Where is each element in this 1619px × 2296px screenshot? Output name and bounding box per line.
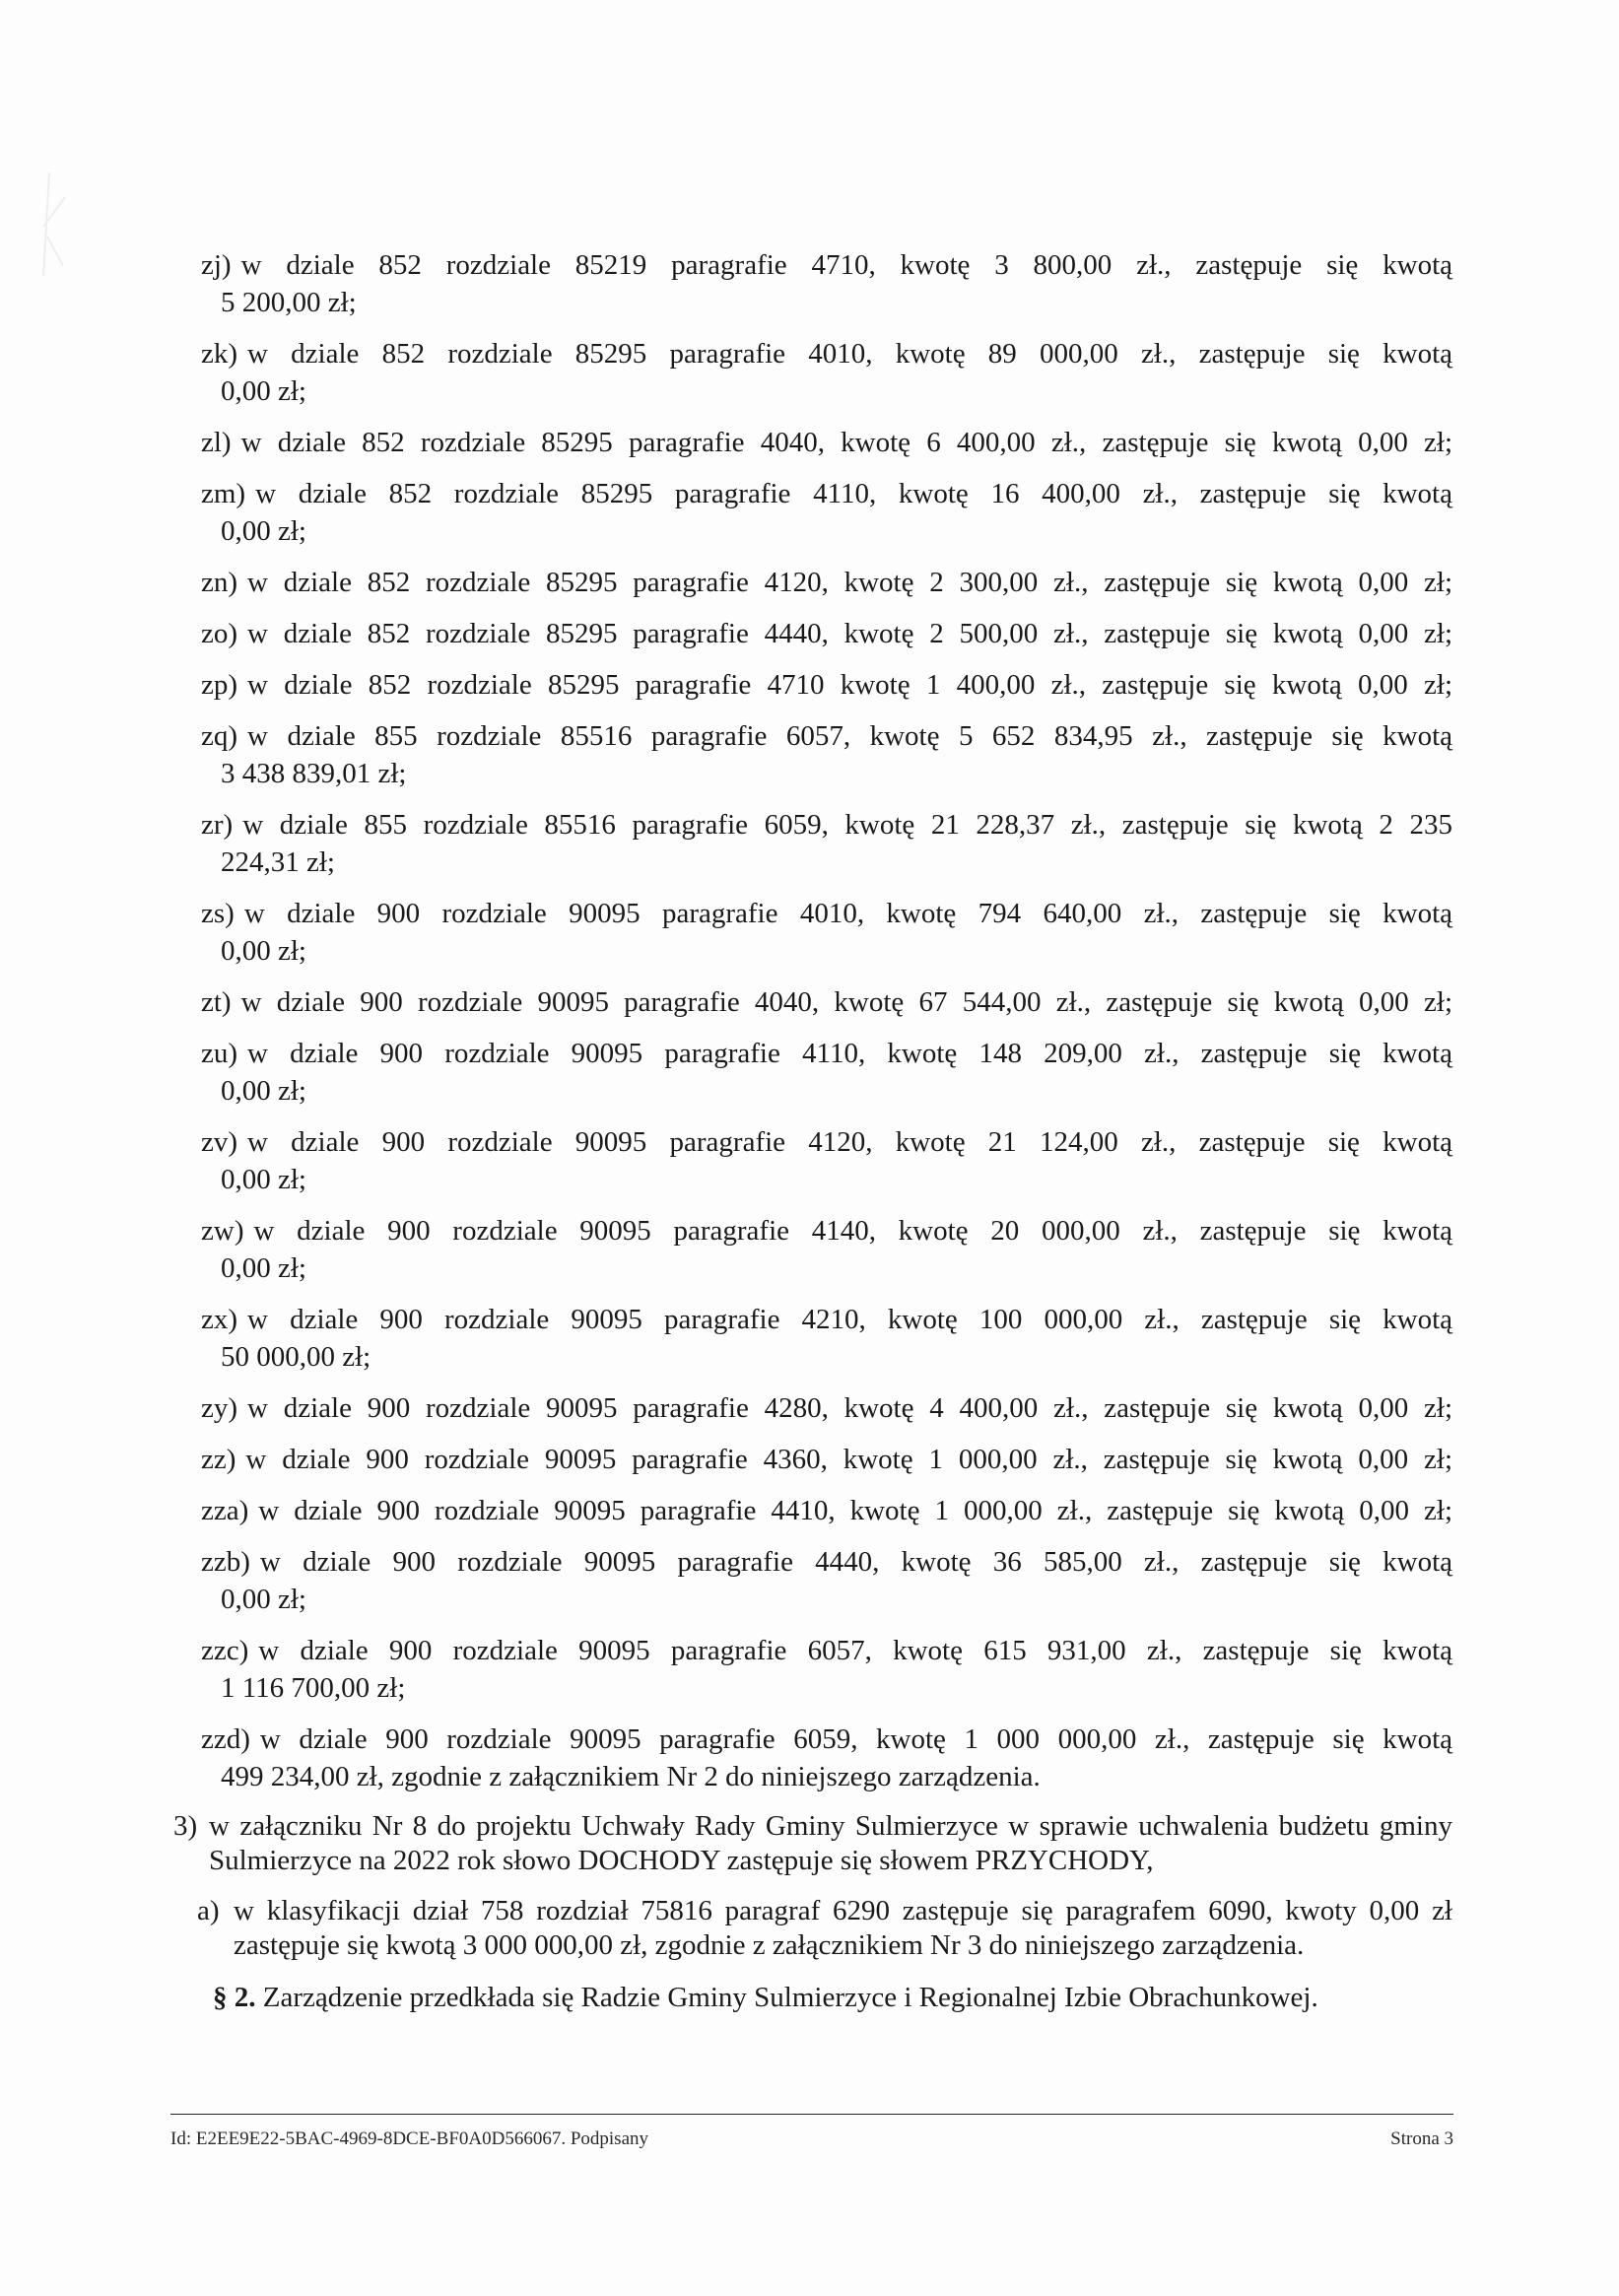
- list-item-continuation: 5 200,00 zł;: [221, 287, 357, 318]
- list-item-label: zo): [201, 618, 238, 649]
- amendment-list: [0, 246, 1619, 1795]
- list-item-line: w dziale 852 rozdziale 85295 paragrafie 4010, kwotę 89 000,00 zł., zastępuje się kwotą: [247, 338, 1452, 370]
- list-item-line: w dziale 900 rozdziale 90095 paragrafie 4280, kwotę 4 400,00 zł., zastępuje się kwotą 0,00 zł;: [247, 1392, 1452, 1424]
- list-item: [201, 983, 1452, 1021]
- list-item-line: w dziale 852 rozdziale 85219 paragrafie 4710, kwotę 3 800,00 zł., zastępuje się kwotą: [240, 249, 1452, 281]
- list-item-line: w dziale 900 rozdziale 90095 paragrafie 4140, kwotę 20 000,00 zł., zastępuje się kwotą: [253, 1215, 1452, 1247]
- footer-divider: [170, 2114, 1453, 2115]
- list-item-label: zx): [201, 1304, 238, 1335]
- list-item: [201, 424, 1452, 461]
- list-item: [201, 246, 1452, 321]
- list-item-label: zm): [201, 478, 246, 509]
- list-item-label: zy): [201, 1392, 238, 1424]
- document-body: [0, 246, 1619, 2016]
- point-3a-label: a): [197, 1895, 220, 1926]
- list-item: [201, 1543, 1452, 1618]
- list-item-label: zza): [201, 1495, 249, 1526]
- list-item-line: w dziale 900 rozdziale 90095 paragrafie 4440, kwotę 36 585,00 zł., zastępuje się kwotą: [259, 1546, 1452, 1578]
- list-item-continuation: 0,00 zł;: [221, 1164, 306, 1195]
- list-item-label: zu): [201, 1038, 238, 1069]
- list-item: [201, 1492, 1452, 1529]
- point-3: [173, 1809, 1452, 1878]
- list-item-label: zr): [201, 809, 234, 841]
- list-item-label: zzb): [201, 1546, 250, 1578]
- list-item: [201, 1441, 1452, 1478]
- document-id: Id: E2EE9E22-5BAC-4969-8DCE-BF0A0D566067. Podpisany: [170, 2128, 649, 2149]
- list-item: [201, 475, 1452, 550]
- list-item-line: w dziale 900 rozdziale 90095 paragrafie 4040, kwotę 67 544,00 zł., zastępuje się kwotą 0,00 zł;: [240, 986, 1452, 1018]
- page-number: Strona 3: [1390, 2128, 1453, 2149]
- list-item: [201, 1035, 1452, 1110]
- list-item: [201, 564, 1452, 601]
- list-item: [201, 615, 1452, 652]
- list-item: [201, 895, 1452, 970]
- list-item-continuation: 1 116 700,00 zł;: [221, 1672, 406, 1704]
- list-item: [201, 666, 1452, 704]
- list-item-label: zzd): [201, 1723, 250, 1755]
- list-item-line: w dziale 900 rozdziale 90095 paragrafie 4120, kwotę 21 124,00 zł., zastępuje się kwotą: [247, 1126, 1452, 1158]
- list-item-continuation: 0,00 zł;: [221, 515, 306, 547]
- list-item-label: zn): [201, 567, 238, 598]
- list-item: [201, 1721, 1452, 1795]
- list-item-line: w dziale 852 rozdziale 85295 paragrafie 4120, kwotę 2 300,00 zł., zastępuje się kwotą 0,00 zł;: [247, 567, 1452, 598]
- list-item-line: w dziale 852 rozdziale 85295 paragrafie 4040, kwotę 6 400,00 zł., zastępuje się kwotą 0,00 zł;: [240, 427, 1452, 458]
- list-item-line: w dziale 852 rozdziale 85295 paragrafie 4110, kwotę 16 400,00 zł., zastępuje się kwotą: [255, 478, 1452, 509]
- point-3a: [197, 1894, 1452, 1963]
- list-item-line: w dziale 852 rozdziale 85295 paragrafie 4710 kwotę 1 400,00 zł., zastępuje się kwotą 0,00 zł;: [247, 669, 1452, 701]
- list-item-label: zq): [201, 720, 238, 752]
- list-item-label: zzc): [201, 1635, 249, 1666]
- list-item: [201, 1212, 1452, 1287]
- list-item-continuation: 224,31 zł;: [221, 846, 335, 878]
- list-item: [201, 1301, 1452, 1376]
- list-item-line: w dziale 855 rozdziale 85516 paragrafie 6059, kwotę 21 228,37 zł., zastępuje się kwotą 2 235: [242, 809, 1452, 841]
- list-item-continuation: 0,00 zł;: [221, 1252, 306, 1284]
- list-item-line: w dziale 900 rozdziale 90095 paragrafie 6059, kwotę 1 000 000,00 zł., zastępuje się kwotą: [259, 1723, 1452, 1755]
- list-item-continuation: 499 234,00 zł, zgodnie z załącznikiem Nr 2 do niniejszego zarządzenia.: [221, 1761, 1041, 1792]
- list-item-label: zt): [201, 986, 232, 1018]
- list-item-line: w dziale 900 rozdziale 90095 paragrafie 6057, kwotę 615 931,00 zł., zastępuje się kwotą: [258, 1635, 1452, 1666]
- list-item-label: zk): [201, 338, 238, 370]
- list-item-label: zz): [201, 1444, 236, 1475]
- section-2-text: Zarządzenie przedkłada się Radzie Gminy Sulmierzyce i Regionalnej Izbie Obrachunkowej.: [262, 1982, 1318, 2013]
- list-item-label: zj): [201, 249, 232, 281]
- list-item: [201, 1389, 1452, 1427]
- list-item-line: w dziale 852 rozdziale 85295 paragrafie 4440, kwotę 2 500,00 zł., zastępuje się kwotą 0,00 zł;: [247, 618, 1452, 649]
- section-2-label: § 2.: [213, 1982, 256, 2013]
- list-item: [201, 335, 1452, 410]
- list-item-continuation: 0,00 zł;: [221, 1584, 306, 1615]
- list-item-continuation: 0,00 zł;: [221, 1075, 306, 1107]
- list-item: [201, 806, 1452, 881]
- list-item-label: zp): [201, 669, 238, 701]
- list-item-line: w dziale 855 rozdziale 85516 paragrafie 6057, kwotę 5 652 834,95 zł., zastępuje się kwotą: [247, 720, 1452, 752]
- list-item-line: w dziale 900 rozdziale 90095 paragrafie 4210, kwotę 100 000,00 zł., zastępuje się kwotą: [247, 1304, 1452, 1335]
- list-item-label: zv): [201, 1126, 238, 1158]
- list-item-continuation: 3 438 839,01 zł;: [221, 758, 407, 789]
- list-item: [201, 1123, 1452, 1198]
- list-item-continuation: 50 000,00 zł;: [221, 1341, 371, 1373]
- list-item: [201, 717, 1452, 792]
- list-item-label: zl): [201, 427, 232, 458]
- section-2: [213, 1979, 1619, 2016]
- list-item-continuation: 0,00 zł;: [221, 375, 306, 407]
- point-3a-text: w klasyfikacji dział 758 rozdział 75816 paragraf 6290 zastępuje się paragrafem 6090, kwoty 0,00 zł zastępuje się kwotą 3 000 000,00 zł, zgodnie z załącznikiem Nr 3 do niniejszego zarządzenia.: [234, 1895, 1452, 1961]
- list-item-line: w dziale 900 rozdziale 90095 paragrafie 4410, kwotę 1 000,00 zł., zastępuje się kwotą 0,00 zł;: [258, 1495, 1452, 1526]
- list-item-line: w dziale 900 rozdziale 90095 paragrafie 4110, kwotę 148 209,00 zł., zastępuje się kwotą: [247, 1038, 1452, 1069]
- point-3-text: w załączniku Nr 8 do projektu Uchwały Rady Gminy Sulmierzyce w sprawie uchwalenia budżetu gminy Sulmierzyce na 2022 rok słowo DOCHODY zastępuje się słowem PRZYCHODY,: [209, 1810, 1452, 1876]
- list-item-label: zw): [201, 1215, 244, 1247]
- list-item-line: w dziale 900 rozdziale 90095 paragrafie 4360, kwotę 1 000,00 zł., zastępuje się kwotą 0,00 zł;: [245, 1444, 1452, 1475]
- list-item-line: w dziale 900 rozdziale 90095 paragrafie 4010, kwotę 794 640,00 zł., zastępuje się kwotą: [243, 898, 1452, 929]
- list-item-label: zs): [201, 898, 235, 929]
- list-item-continuation: 0,00 zł;: [221, 935, 306, 967]
- list-item: [201, 1632, 1452, 1707]
- point-3-label: 3): [173, 1810, 198, 1842]
